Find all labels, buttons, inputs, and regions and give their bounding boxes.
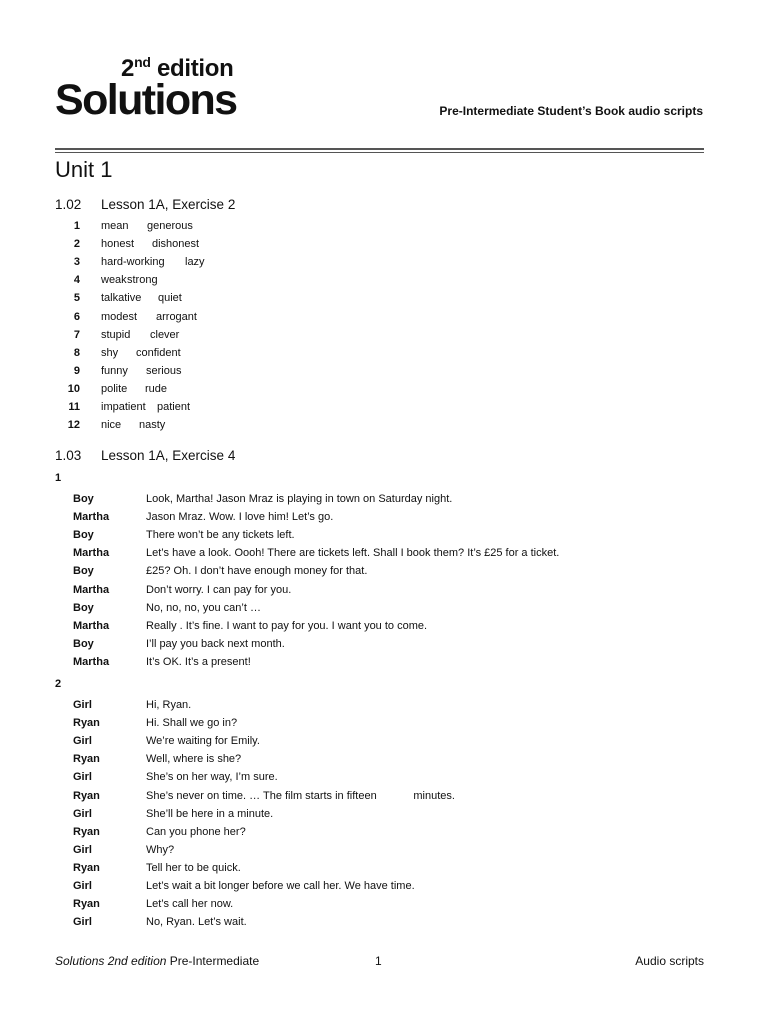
speech-text: No, Ryan. Let’s wait. (146, 916, 247, 929)
speaker-name: Martha (73, 619, 110, 632)
edition-ordinal: nd (134, 54, 151, 70)
speech-text: Tell her to be quick. (146, 861, 241, 874)
speaker-name: Martha (73, 655, 110, 668)
dialogue-line (55, 787, 695, 805)
word-b: strong (127, 274, 158, 287)
word-pair-row (55, 398, 455, 416)
word-pair-row (55, 253, 455, 271)
speech-text: She’s never on time. … The film starts in fifteen minutes. (146, 789, 455, 802)
word-pair-row (55, 380, 455, 398)
word-a: stupid (101, 328, 131, 341)
word-a: impatient (101, 401, 146, 413)
speaker-name: Ryan (73, 825, 100, 838)
page-number: 1 (375, 954, 382, 968)
item-number: 1 (73, 220, 80, 232)
word-a: shy (101, 346, 119, 359)
speaker-name: Martha (73, 583, 110, 596)
speaker-name: Girl (73, 699, 92, 711)
dialogue-number: 2 (55, 678, 62, 690)
dialogue-line (55, 877, 695, 895)
speaker-name: Ryan (73, 861, 100, 874)
word-b: serious (146, 364, 182, 377)
item-number: 4 (73, 274, 80, 287)
word-pair-row (55, 416, 455, 434)
speaker-name: Girl (73, 735, 92, 748)
speech-text: Why? (146, 843, 175, 856)
speech-text: Don’t worry. I can pay for you. (146, 583, 292, 596)
speaker-name: Boy (73, 565, 94, 578)
word-a: weak (101, 274, 127, 287)
edition-number: 2 (121, 55, 135, 82)
speaker-name: Girl (73, 843, 92, 856)
word-pair-row (55, 362, 455, 380)
dialogue-line (55, 805, 695, 823)
word-pair-row (55, 217, 455, 235)
speech-text: Let’s wait a bit longer before we call her. We have time. (146, 880, 415, 892)
word-a: talkative (101, 292, 142, 305)
speech-text: I’ll pay you back next month. (146, 637, 285, 650)
dialogue-line (55, 841, 695, 859)
speaker-name: Boy (73, 529, 94, 542)
header-rule-thick (55, 148, 704, 150)
speaker-name: Girl (73, 807, 92, 820)
word-a: nice (101, 419, 122, 432)
speaker-name: Ryan (73, 717, 100, 730)
speech-text: It’s OK. It’s a present! (146, 655, 251, 668)
speaker-name: Girl (73, 880, 92, 892)
dialogue-line (55, 562, 695, 580)
word-pair-row (55, 344, 455, 362)
dialogue-line (55, 714, 695, 732)
speech-text: £25? Oh. I don’t have enough money for that. (146, 565, 368, 578)
dialogue-line (55, 526, 695, 544)
item-number: 5 (73, 292, 80, 305)
unit-title: Unit 1 (55, 157, 113, 182)
speaker-name: Girl (73, 771, 92, 784)
speaker-name: Ryan (73, 753, 100, 766)
item-number: 8 (73, 346, 80, 359)
dialogue-line (55, 895, 695, 913)
footer-book-title (55, 952, 259, 970)
word-a: funny (101, 364, 128, 377)
speech-text: Look, Martha! Jason Mraz is playing in town on Saturday night. (146, 493, 453, 505)
dialogue-line (55, 508, 695, 526)
word-b: arrogant (156, 310, 197, 323)
word-b: confident (136, 346, 181, 359)
word-pair-row (55, 289, 455, 307)
speech-text: We’re waiting for Emily. (146, 735, 260, 748)
dialogue-line (55, 696, 695, 714)
item-number: 6 (73, 310, 80, 323)
word-pair-row (55, 326, 455, 344)
word-b: rude (145, 382, 168, 395)
dialogue-line (55, 768, 695, 786)
section-title: Lesson 1A, Exercise 4 (101, 448, 236, 463)
speaker-name: Martha (73, 547, 110, 560)
item-number: 9 (73, 364, 80, 377)
item-number: 2 (73, 238, 80, 251)
footer-title-level: Pre-Intermediate (166, 954, 260, 968)
dialogue-line (55, 750, 695, 768)
footer-title-italic: Solutions 2nd edition (55, 954, 167, 968)
dialogue-line (55, 490, 695, 508)
speech-text: Well, where is she? (146, 753, 242, 766)
speech-text: She’s on her way, I’m sure. (146, 771, 278, 784)
dialogue-line (55, 544, 695, 562)
speaker-name: Boy (73, 601, 94, 614)
dialogue-line (55, 913, 695, 931)
word-a: hard-working (101, 256, 165, 269)
dialogue-line (55, 581, 695, 599)
word-a: polite (101, 382, 128, 395)
speech-text: Hi, Ryan. (146, 699, 192, 711)
edition-word: edition (150, 55, 234, 82)
word-b: lazy (185, 256, 205, 269)
speaker-name: Boy (73, 637, 94, 650)
speaker-name: Girl (73, 916, 92, 929)
word-a: modest (101, 310, 138, 323)
word-pair-row (55, 271, 455, 289)
item-number: 3 (73, 256, 80, 269)
word-b: patient (157, 401, 191, 413)
dialogue-line (55, 859, 695, 877)
speech-text: Jason Mraz. Wow. I love him! Let’s go. (146, 511, 334, 524)
word-b: clever (150, 328, 180, 341)
word-pair-row (55, 308, 455, 326)
item-number: 12 (67, 419, 80, 432)
word-a: mean (101, 220, 129, 232)
word-b: quiet (158, 292, 182, 305)
dialogue-line (55, 823, 695, 841)
dialogue-line (55, 732, 695, 750)
item-number: 7 (73, 328, 80, 341)
page-footer (55, 952, 704, 970)
speaker-name: Ryan (73, 898, 100, 911)
dialogue-line (55, 653, 695, 671)
document-header-title: Pre-Intermediate Student’s Book audio scripts (439, 104, 703, 118)
speech-text: Hi. Shall we go in? (146, 717, 238, 730)
word-b: dishonest (152, 238, 200, 251)
speech-text: Can you phone her? (146, 825, 246, 838)
header-rule-thin (55, 152, 704, 153)
item-number: 10 (67, 382, 80, 395)
word-pair-row (55, 235, 455, 253)
speaker-name: Ryan (73, 789, 100, 802)
speech-text: There won’t be any tickets left. (146, 529, 295, 542)
word-b: generous (147, 220, 193, 232)
speech-text: Let’s have a look. Oooh! There are tickets left. Shall I book them? It’s £25 for a ticket. (146, 547, 560, 560)
speech-text: Let’s call her now. (146, 898, 234, 911)
footer-section-label: Audio scripts (635, 954, 704, 968)
section-title: Lesson 1A, Exercise 2 (101, 197, 236, 212)
word-b: nasty (139, 419, 166, 432)
solutions-logo (55, 54, 245, 124)
word-a: honest (101, 238, 135, 251)
section-number: 1.03 (55, 448, 82, 463)
dialogue-line (55, 635, 695, 653)
dialogue-line (55, 617, 695, 635)
dialogue-number: 1 (55, 472, 62, 484)
dialogue-line (55, 599, 695, 617)
item-number: 11 (68, 401, 80, 413)
speaker-name: Martha (73, 511, 110, 524)
speaker-name: Boy (73, 493, 94, 505)
speech-text: She’ll be here in a minute. (146, 807, 274, 820)
speech-text: No, no, no, you can’t … (146, 601, 261, 614)
section-number: 1.02 (55, 197, 82, 212)
brand-name: Solutions (55, 76, 237, 124)
speech-text: Really . It’s fine. I want to pay for you. I want you to come. (146, 619, 428, 632)
